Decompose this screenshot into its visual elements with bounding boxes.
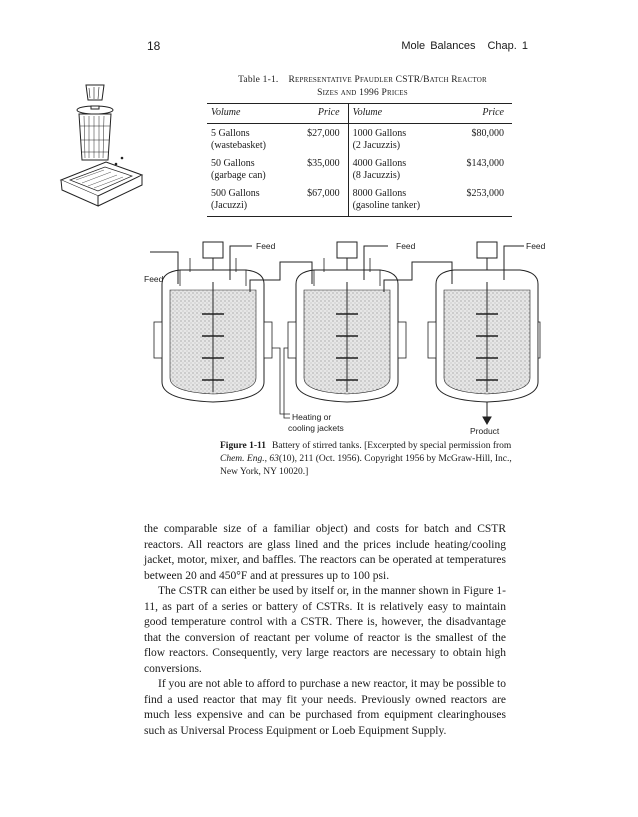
volume-description: (garbage can): [211, 170, 266, 181]
volume-value: 4000 Gallons: [352, 158, 407, 169]
volume-description: (wastebasket): [211, 140, 266, 151]
volume-value: 1000 Gallons: [352, 128, 407, 139]
section-title: Mole Balances: [401, 40, 476, 52]
header-volume-1: Volume: [207, 104, 289, 124]
volume-value: 50 Gallons: [211, 158, 255, 169]
price-cell: $27,000: [307, 128, 340, 139]
table-row: [207, 124, 512, 155]
table-header-row: [207, 104, 512, 124]
caption-line-3: York, NY 10020.]: [239, 467, 309, 477]
stirred-tank-battery-diagram: [140, 232, 546, 437]
volume-cell: [207, 184, 289, 217]
body-text: [144, 522, 506, 739]
price-cell: $67,000: [289, 184, 348, 217]
page-number: 18: [147, 39, 161, 53]
volume-cell: [348, 184, 447, 217]
volume-description: (gasoline tanker): [352, 200, 421, 211]
table-caption: [160, 74, 565, 100]
price-cell: $35,000: [307, 158, 340, 169]
table-title-line-2: Sizes and 1996 Prices: [317, 88, 408, 98]
figure-label: Figure 1-11: [220, 441, 267, 451]
volume-value: 500 Gallons: [211, 188, 260, 199]
caption-line-2: (10), 211 (Oct. 1956). Copyright 1956 by McGraw-Hill, Inc., New: [220, 454, 512, 477]
volume-value: 5 Gallons: [211, 128, 250, 139]
volume-value: 8000 Gallons: [352, 188, 407, 199]
table-row: [207, 184, 512, 217]
feed-label-3: Feed: [526, 241, 546, 251]
volume-cell: [207, 154, 289, 184]
price-cell: $80,000: [471, 128, 504, 139]
caption-journal: Chem. Eng., 63: [220, 454, 279, 464]
table-title-line-1: [160, 74, 565, 87]
feed-label-1: Feed: [256, 241, 276, 251]
product-label: Product: [470, 426, 500, 436]
volume-description: (2 Jacuzzis): [352, 140, 401, 151]
paragraph-3: If you are not able to afford to purchase a new reactor, it may be possible to find a used reactor that may fit your needs. Previously owned reactors are much less expensive and can be purchased from equipment clearinghouses such as Universal Process Equipment or Loeb Equipment Supply.: [144, 678, 506, 737]
trashcan-jacuzzi-illustration: [56, 80, 146, 210]
jacket-label-line-2: cooling jackets: [288, 423, 344, 433]
volume-cell: [348, 154, 447, 184]
paragraph-2: The CSTR can either be used by itself or, in the manner shown in Figure 1-11, as part of a series or battery of CSTRs. It is relatively easy to maintain good temperature control with a CSTR. There is, however, the disadvantage that the conversion of reactant per volume of reactor is the smallest of the flow reactors. Consequently, very large reactors are necessary to obtain high conversions.: [144, 585, 506, 675]
reactor-tank-2: [288, 242, 406, 402]
price-cell: $143,000: [466, 158, 504, 169]
table-title: Representative Pfaudler CSTR/Batch Reactor: [288, 75, 487, 85]
jacket-line-2: [284, 348, 290, 418]
reactor-price-table: [207, 103, 512, 217]
paragraph-1: the comparable size of a familiar object) and costs for batch and CSTR reactors. All reactors are glass lined and the prices include heating/cooling jacket, motor, mixer, and baffles. The reactors can be operated at temperatures between 20 and 450°F and at pressures up to 100 psi.: [144, 523, 506, 582]
jacket-label-line-1: Heating or: [292, 412, 332, 422]
table-row: [207, 154, 512, 184]
table-number: Table 1-1.: [238, 75, 279, 85]
feed-label-left: Feed: [144, 274, 164, 284]
caption-line-1: Battery of stirred tanks. [Excerpted by special permission from: [272, 441, 512, 451]
reactor-tank-3: [428, 242, 540, 402]
header-volume-2: Volume: [348, 104, 447, 124]
running-head: [401, 40, 528, 52]
feed-label-2: Feed: [396, 241, 416, 251]
product-arrow: [483, 417, 491, 424]
jacket-line-1: [272, 348, 290, 414]
header-price-2: Price: [447, 104, 512, 124]
reactor-tank-1: [154, 242, 272, 402]
header-price-1: Price: [289, 104, 348, 124]
volume-cell: [348, 124, 447, 155]
price-cell: $253,000: [447, 184, 512, 217]
volume-cell: [207, 124, 289, 155]
figure-caption: [220, 440, 525, 479]
volume-description: (Jacuzzi): [211, 200, 248, 211]
volume-description: (8 Jacuzzis): [352, 170, 401, 181]
chapter-label: Chap. 1: [487, 40, 528, 52]
